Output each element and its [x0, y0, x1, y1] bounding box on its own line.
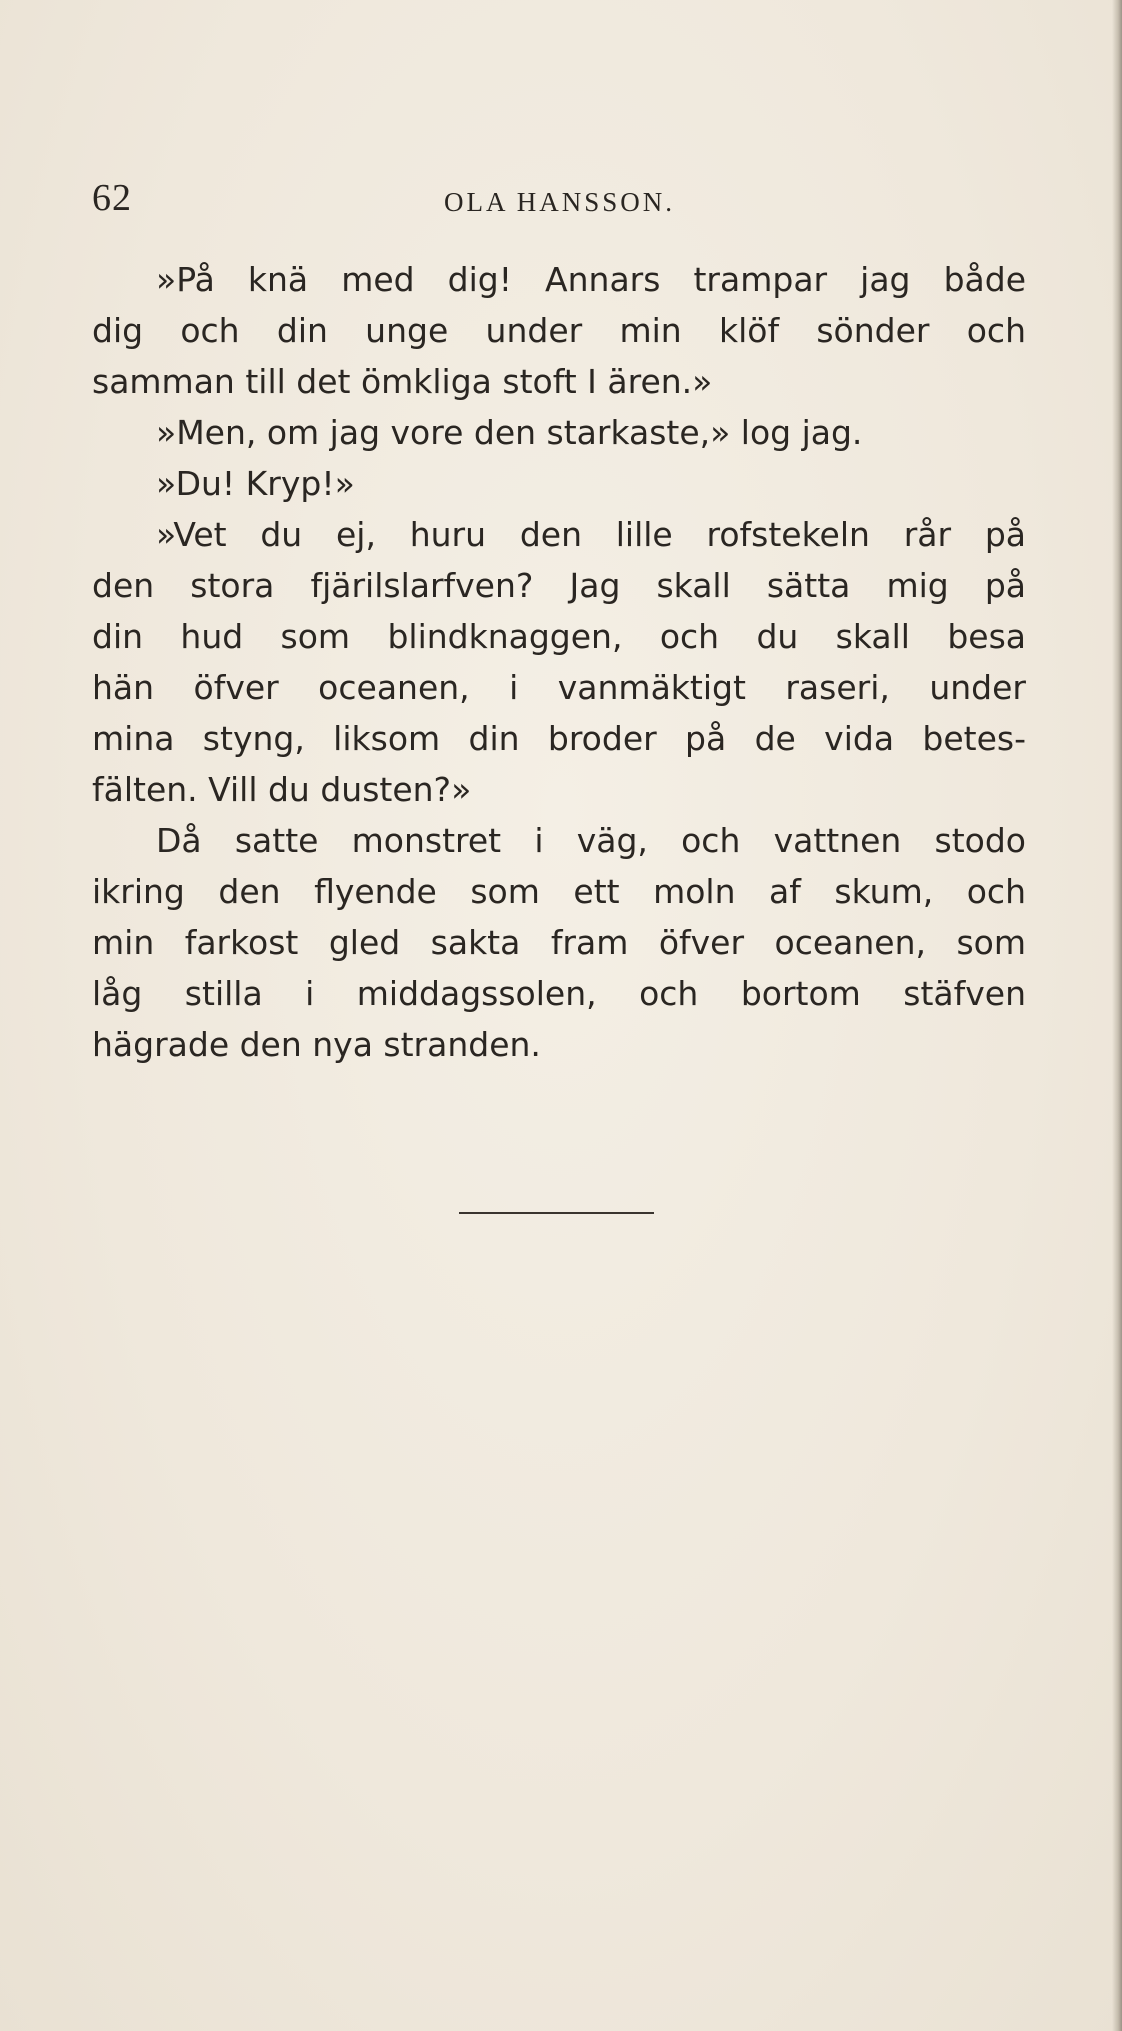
text-line: »Vet du ej, huru den lille rofstekeln rår på [156, 515, 1026, 554]
page-edge-shadow [1112, 0, 1122, 2031]
text-line: mina styng, liksom din broder på de vida betes- [92, 719, 1026, 758]
text-line: den stora fjärilslarfven? Jag skall sätta mig på [92, 566, 1026, 605]
text-line: ikring den flyende som ett moln af skum, och [92, 872, 1026, 911]
text-line: låg stilla i middagssolen, och bortom stäfven [92, 974, 1026, 1013]
text-line: samman till det ömkliga stoft I ären.» [92, 362, 713, 401]
page-header [92, 168, 1032, 228]
text-line: Då satte monstret i väg, och vattnen stodo [156, 821, 1026, 860]
running-head: OLA HANSSON. [444, 187, 676, 217]
text-line: hän öfver oceanen, i vanmäktigt raseri, under [92, 668, 1026, 707]
text-line: hägrade den nya stranden. [92, 1025, 541, 1064]
text-line: »Du! Kryp!» [156, 464, 355, 503]
text-line: »På knä med dig! Annars trampar jag både [156, 260, 1026, 299]
text-line: din hud som blindknaggen, och du skall besa [92, 617, 1026, 656]
section-end-rule [459, 1212, 654, 1214]
body-text [92, 254, 1026, 1070]
text-line: »Men, om jag vore den starkaste,» log jag. [156, 413, 863, 452]
page-number: 62 [92, 177, 132, 219]
text-line: fälten. Vill du dusten?» [92, 770, 472, 809]
text-line: min farkost gled sakta fram öfver oceanen, som [92, 923, 1026, 962]
text-line: dig och din unge under min klöf sönder och [92, 311, 1026, 350]
